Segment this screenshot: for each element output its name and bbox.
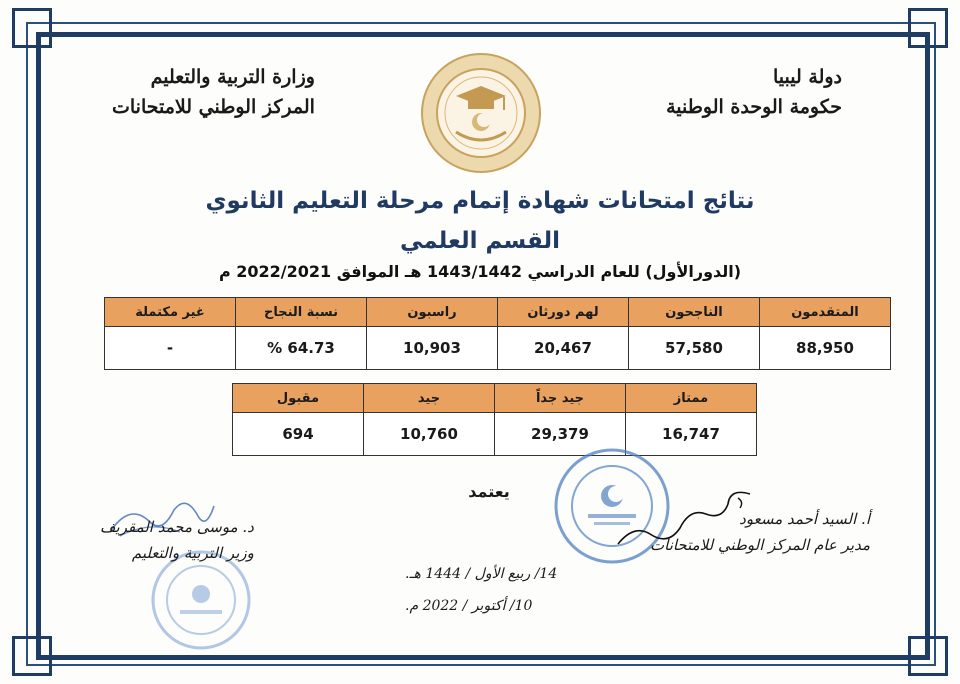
header-cell: غير مكتملة (105, 298, 236, 327)
section-title: القسم العلمي (399, 228, 561, 254)
table-header-row (105, 298, 891, 327)
header-cell: المتقدمون (760, 298, 891, 327)
director-name: أ. السيد أحمد مسعود (739, 510, 870, 528)
header-ministry (112, 62, 315, 122)
header-cell: جيد جداً (495, 384, 626, 413)
header-cell: راسبون (367, 298, 498, 327)
approval-label: يعتمد (468, 482, 510, 501)
header-cell: جيد (364, 384, 495, 413)
value-cell: 88,950 (760, 327, 891, 370)
exam-center-logo-icon (420, 52, 542, 174)
corner-ornament-top-right (908, 8, 948, 48)
date-gregorian: 10/ أكتوبر / 2022 م. (405, 598, 533, 614)
header-ministry-name: وزارة التربية والتعليم (150, 66, 315, 88)
header-cell: مقبول (233, 384, 364, 413)
value-cell: - (105, 327, 236, 370)
header-center-name: المركز الوطني للامتحانات (112, 96, 315, 118)
signature-director (650, 506, 870, 558)
table-header-row (233, 384, 757, 413)
value-cell: % 64.73 (236, 327, 367, 370)
minister-title: وزير التربية والتعليم (131, 544, 254, 562)
value-cell: 16,747 (626, 413, 757, 456)
table-row (105, 327, 891, 370)
date-hijri: 14/ ربيع الأول / 1444 هـ. (405, 566, 558, 582)
session-subtitle: (الدورالأول) للعام الدراسي 1443/1442 هـ الموافق 2022/2021 م (218, 262, 742, 281)
value-cell: 10,760 (364, 413, 495, 456)
header-cell: نسبة النجاح (236, 298, 367, 327)
header-cell: الناجحون (629, 298, 760, 327)
corner-ornament-bottom-right (908, 636, 948, 676)
value-cell: 20,467 (498, 327, 629, 370)
corner-ornament-bottom-left (12, 636, 52, 676)
results-summary-table (104, 297, 891, 370)
header-cell: لهم دورثان (498, 298, 629, 327)
minister-name: د. موسى محمد المقريف (100, 518, 254, 536)
grades-table (232, 383, 757, 456)
header-government-name: حكومة الوحدة الوطنية (666, 96, 842, 118)
value-cell: 694 (233, 413, 364, 456)
value-cell: 57,580 (629, 327, 760, 370)
director-title: مدير عام المركز الوطني للامتحانات (650, 536, 870, 554)
table-row (233, 413, 757, 456)
document-title: نتائج امتحانات شهادة إتمام مرحلة التعليم الثانوي (205, 188, 755, 214)
value-cell: 10,903 (367, 327, 498, 370)
signature-minister (100, 514, 254, 566)
header-cell: ممتاز (626, 384, 757, 413)
header-state-name: دولة ليبيا (772, 66, 842, 88)
corner-ornament-top-left (12, 8, 52, 48)
value-cell: 29,379 (495, 413, 626, 456)
header-government (666, 62, 842, 122)
